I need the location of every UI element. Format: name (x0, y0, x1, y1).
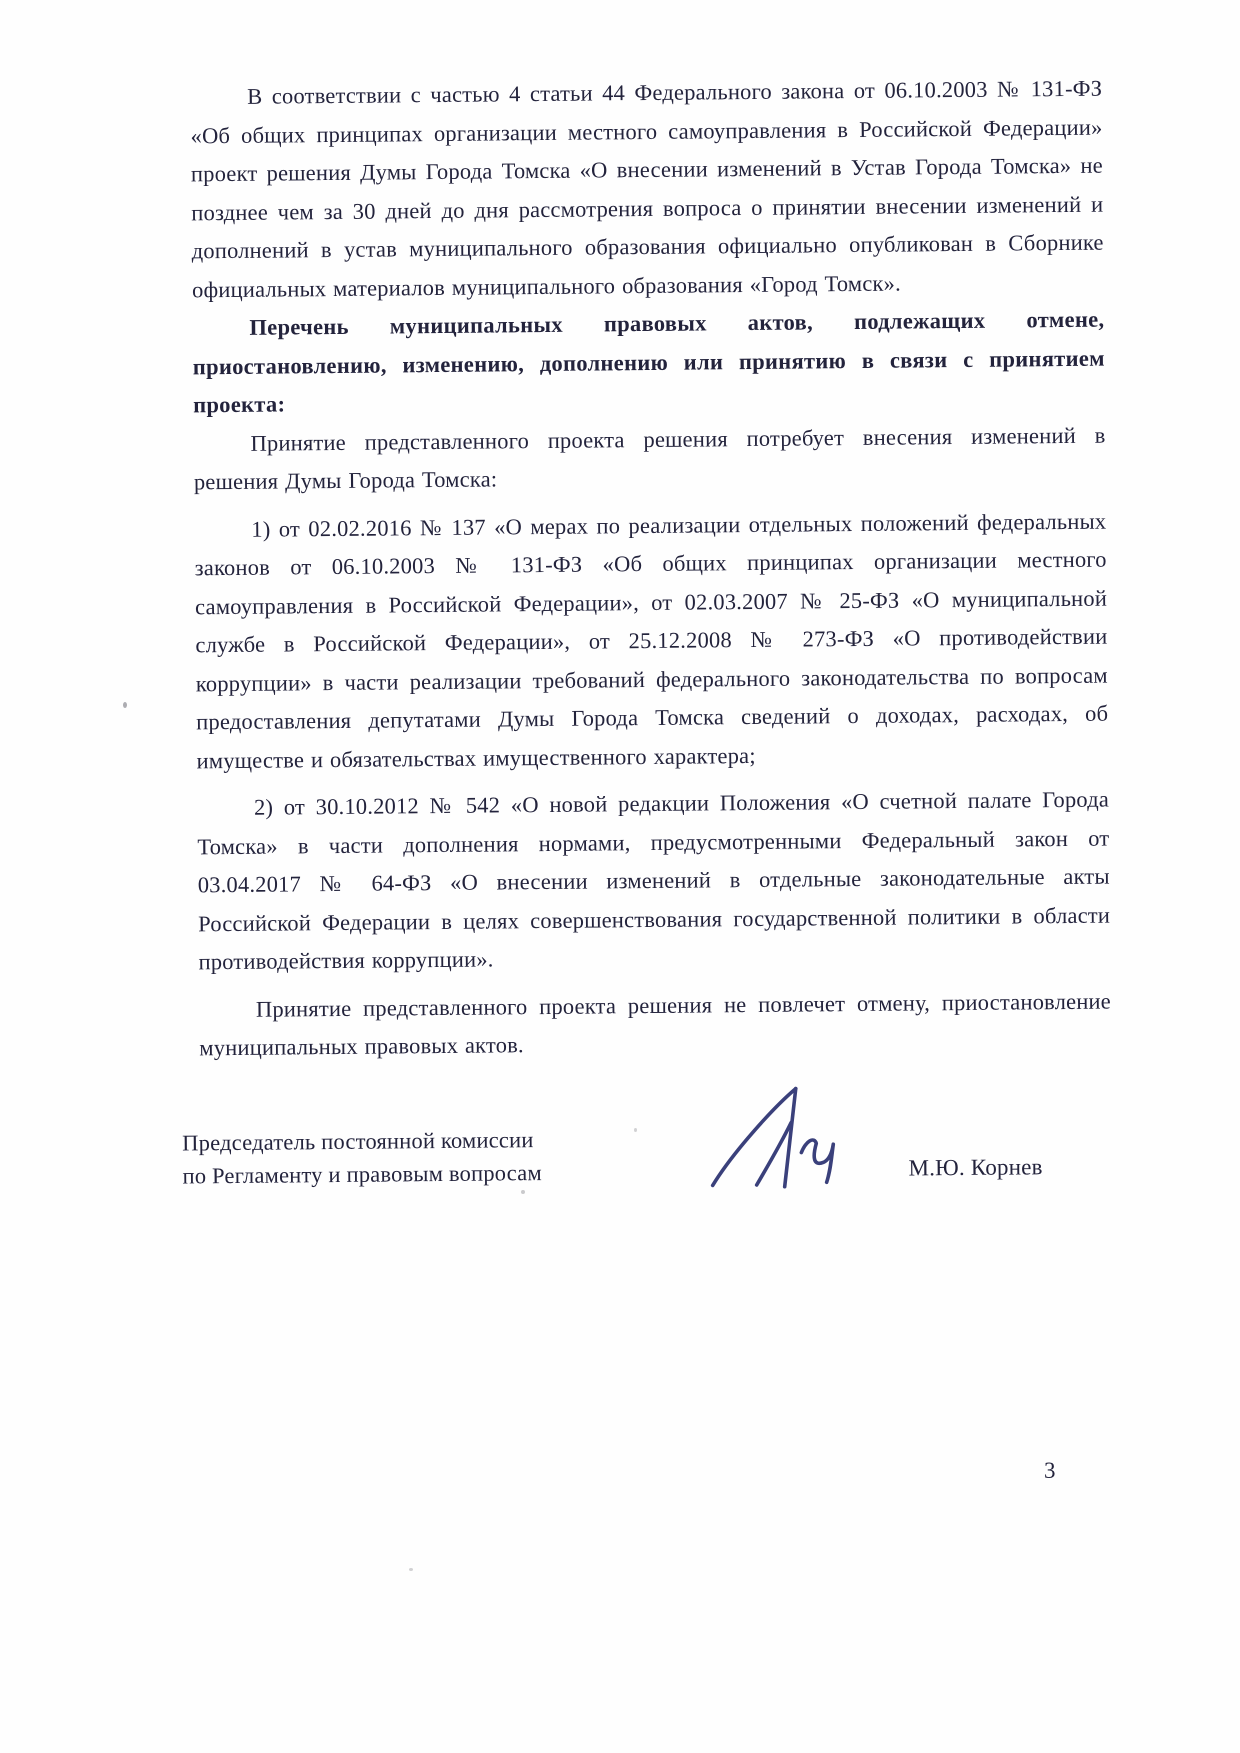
paragraph-list-heading: Перечень муниципальных правовых актов, подлежащих отмене, приостановлению, изменению, дополнению или принятию в связи с принятием проекта: (192, 306, 1105, 418)
signatory-position (182, 1123, 542, 1192)
paragraph-item-2: 2) от 30.10.2012 № 542 «О новой редакции Положения «О счетной палате Города Томска» в части дополнения нормами, предусмотренными Федеральный закон от 03.04.2017 № 64-ФЗ «О внесении изменений в отдельные законодательные акты Российской Федерации в целях совершенствования государственной политики в области противодействия коррупции». (197, 786, 1111, 975)
signatory-position-line-2: по Регламенту и правовым вопросам (182, 1159, 542, 1188)
signature-block (182, 1117, 1114, 1306)
page-number: 3 (1044, 1458, 1056, 1483)
scan-speck (123, 702, 127, 708)
paragraph-item-1: 1) от 02.02.2016 № 137 «О мерах по реализации отдельных положений федеральных законов от 06.10.2003 № 131-ФЗ «Об общих принципах организации местного самоуправления в Российской Федерации», от 02.03.2007 № 25-ФЗ «О муниципальной службе в Российской Федерации», от 25.12.2008 № 273-ФЗ «О противодействии коррупции» в части реализации требований федерального законодательства по вопросам предоставления депутатами Думы Города Томска сведений о доходах, расходах, об имуществе и обязательствах имущественного характера; (194, 508, 1109, 773)
paragraph-lead: Принятие представленного проекта решения потребует внесения изменений в решения Думы Города Томска: (193, 422, 1106, 495)
document-body (182, 70, 1114, 1306)
scan-speck (634, 1128, 637, 1132)
signatory-position-line-1: Председатель постоянной комиссии (182, 1126, 534, 1156)
signatory-name: М.Ю. Корнев (908, 1153, 1043, 1181)
paragraph-intro: В соответствии с частью 4 статьи 44 Федерального закона от 06.10.2003 № 131-ФЗ «Об общих принципах организации местного самоуправления в Российской Федерации» проект решения Думы Города Томска «О внесении изменений в Устав Города Томска» не позднее чем за 30 дней до дня рассмотрения вопроса о принятии внесении изменений и дополнений в устав муниципального образования официально опубликован в Сборнике официальных материалов муниципального образования «Город Томск». (190, 75, 1104, 302)
scan-speck (521, 1190, 525, 1194)
scan-speck (409, 1568, 413, 1571)
paragraph-closing: Принятие представленного проекта решения не повлечет отмену, приостановление муниципальных правовых актов. (199, 988, 1112, 1061)
handwritten-signature-icon (698, 1078, 859, 1202)
